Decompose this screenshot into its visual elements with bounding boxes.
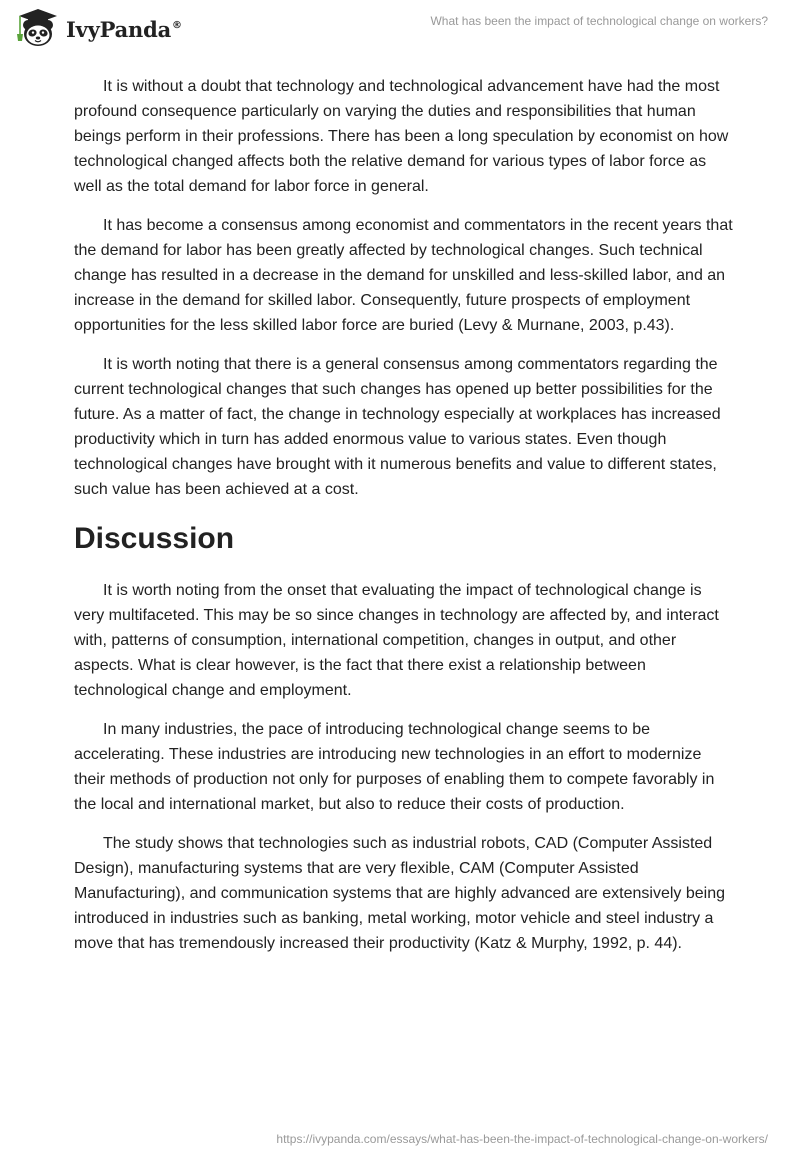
document-title: What has been the impact of technological change on workers?: [430, 14, 768, 28]
registered-mark: ®: [172, 19, 182, 31]
intro-paragraph-1: It is without a doubt that technology and technological advancement have had the most profound consequence particularly on varying the duties and responsibilities that human beings perform in their professions. There has been a long speculation by economist on how technological changed affects both the relative demand for various types of labor force as well as the total demand for labor force in general.: [74, 78, 729, 195]
discussion-paragraph-2: In many industries, the pace of introducing technological change seems to be accelerating. These industries are introducing new technologies in an effort to modernize their methods of production not only for purposes of enabling them to compete favorably in the local and international market, but also to reduce their costs of production.: [74, 721, 715, 813]
source-url[interactable]: https://ivypanda.com/essays/what-has-been-the-impact-of-technological-change-on-workers/: [276, 1132, 768, 1146]
discussion-paragraph-3: The study shows that technologies such as industrial robots, CAD (Computer Assisted Design), manufacturing systems that are very flexible, CAM (Computer Assisted Manufacturing), and communication systems that are highly advanced are extensively being introduced in industries such as banking, metal working, motor vehicle and steel industry a move that has tremendously increased their productivity (Katz & Murphy, 1992, p. 44).: [74, 835, 726, 952]
panda-graduate-icon: [14, 8, 62, 48]
intro-paragraph-3: It is worth noting that there is a general consensus among commentators regarding the current technological changes that such changes has opened up better possibilities for the future. As a matter of fact, the change in technology especially at workplaces has increased productivity which in turn has added enormous value to various states. Even though technological changes have brought with it numerous benefits and value to different states, such value has been achieved at a cost.: [74, 356, 721, 498]
ivypanda-logo[interactable]: [14, 8, 182, 48]
page-header: [0, 0, 800, 56]
discussion-paragraph-1: It is worth noting from the onset that evaluating the impact of technological change is very multifaceted. This may be so since changes in technology are affected by, and interact with, patterns of consumption, international competition, changes in output, and other aspects. What is clear however, is the fact that there exist a relationship between technological change and employment.: [74, 582, 719, 699]
section-heading-discussion: Discussion: [74, 522, 235, 555]
essay-body: [74, 74, 734, 970]
intro-paragraph-2: It has become a consensus among economist and commentators in the recent years that the demand for labor has been greatly affected by technological changes. Such technical change has resulted in a decrease in the demand for unskilled and less-skilled labor, and an increase in the demand for skilled labor. Consequently, future prospects of employment opportunities for the less skilled labor force are buried (Levy & Murnane, 2003, p.43).: [74, 217, 733, 334]
logo-text: IvyPanda®: [66, 16, 182, 42]
